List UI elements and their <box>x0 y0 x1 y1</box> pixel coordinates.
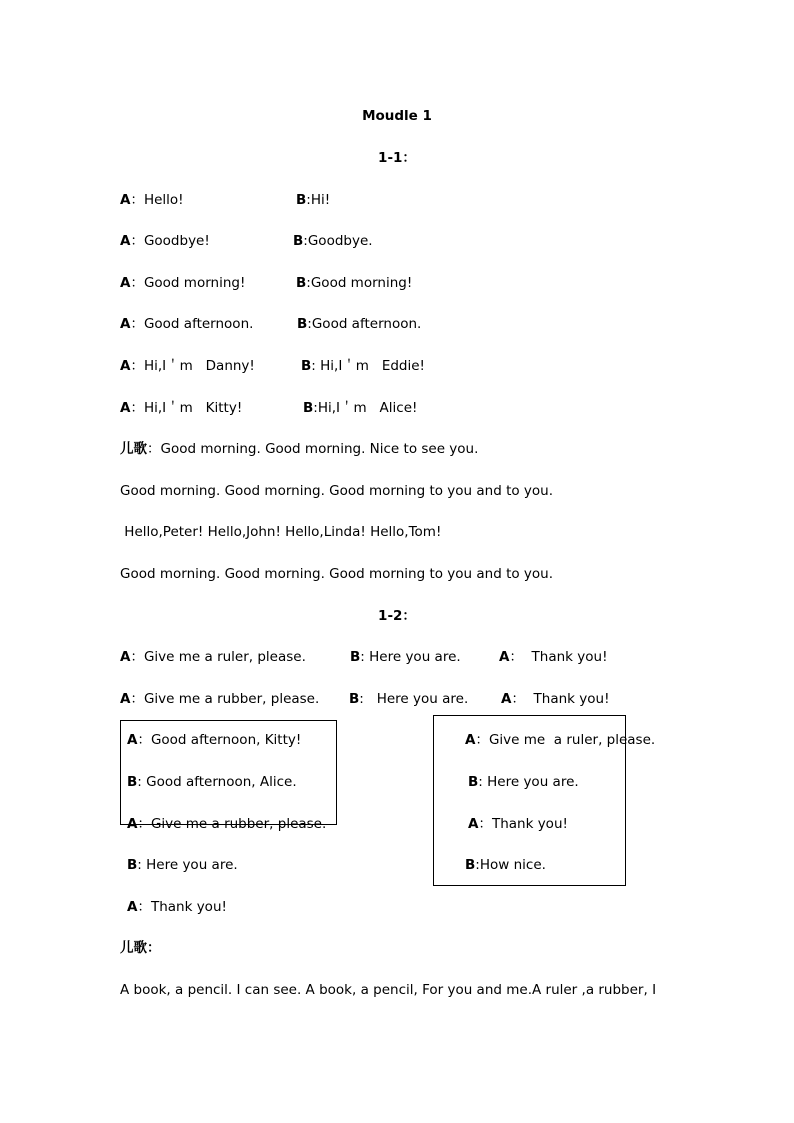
dialogue-reply: B: Here you are. <box>350 649 461 665</box>
dialogue-response: A： Thank you! <box>499 649 608 665</box>
box-dialogue-line: A：Thank you! <box>468 816 568 832</box>
dialogue-reply: B:Hi! <box>296 192 331 208</box>
box-dialogue-line: A：Good afternoon, Kitty! <box>127 732 302 748</box>
dialogue-reply: B:Hi,I＇m Alice! <box>303 400 418 416</box>
dialogue-line: A：Give me a ruler, please. <box>120 649 306 665</box>
rhyme-line: A book, a pencil. I can see. A book, a pencil, For you and me.A ruler ,a rubber, I <box>120 982 657 998</box>
box-dialogue-line: A：Thank you! <box>127 899 227 915</box>
dialogue-line: A：Good morning! <box>120 275 246 291</box>
rhyme-line: Good morning. Good morning. Good morning to you and to you. <box>120 566 554 582</box>
dialogue-line: A：Hello! <box>120 192 184 208</box>
dialogue-reply: B: Here you are. <box>349 691 469 707</box>
box-dialogue-line: B: Here you are. <box>127 857 238 873</box>
box-dialogue-line: A：Give me a rubber, please. <box>127 816 327 832</box>
dialogue-line: A：Goodbye! <box>120 233 210 249</box>
dialogue-line: A：Good afternoon. <box>120 316 254 332</box>
dialogue-response: A： Thank you! <box>501 691 610 707</box>
dialogue-reply: B:Good morning! <box>296 275 413 291</box>
dialogue-reply: B:Goodbye. <box>293 233 373 249</box>
dialogue-line: A：Hi,I＇m Kitty! <box>120 400 243 416</box>
dialogue-reply: B:Good afternoon. <box>297 316 422 332</box>
rhyme-line: Good morning. Good morning. Good morning to you and to you. <box>120 483 554 499</box>
section-heading-1-2: 1-2： <box>378 608 416 624</box>
rhyme-label: 儿歌： <box>120 940 161 956</box>
box-dialogue-line: B: Good afternoon, Alice. <box>127 774 297 790</box>
section-heading-1-1: 1-1： <box>378 150 416 166</box>
dialogue-line: A：Hi,I＇m Danny! <box>120 358 255 374</box>
box-dialogue-line: A：Give me a ruler, please. <box>465 732 656 748</box>
box-dialogue-line: B: Here you are. <box>468 774 579 790</box>
rhyme-line: Hello,Peter! Hello,John! Hello,Linda! Hello,Tom! <box>120 524 442 540</box>
dialogue-line: A：Give me a rubber, please. <box>120 691 320 707</box>
document-title: Moudle 1 <box>362 108 432 124</box>
rhyme-line: 儿歌：Good morning. Good morning. Nice to see you. <box>120 441 479 457</box>
dialogue-reply: B: Hi,I＇m Eddie! <box>301 358 425 374</box>
box-dialogue-line: B:How nice. <box>465 857 546 873</box>
